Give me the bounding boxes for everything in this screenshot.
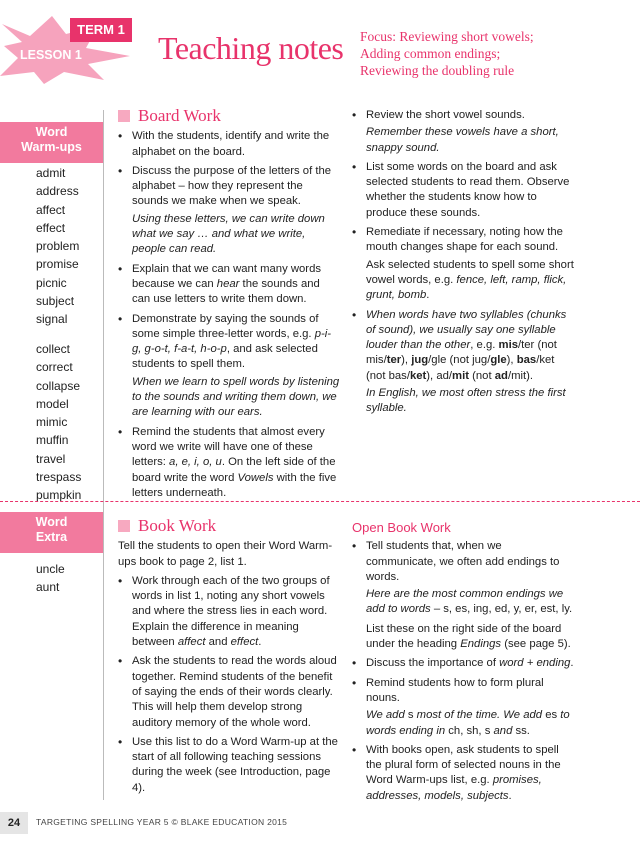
item-text: /mit). <box>507 369 534 382</box>
stressed-syllable: ter <box>386 354 402 367</box>
list-item: muffin <box>36 433 69 448</box>
item-emphasis: promises, addresses, models, subjects <box>366 774 542 802</box>
word-warmups-heading <box>0 122 103 163</box>
page-footer <box>0 812 640 834</box>
list-item <box>352 539 574 652</box>
list-item: mimic <box>36 415 68 430</box>
item-text: Remind the students that almost every word we write will have one of these letters: <box>132 425 325 469</box>
item-text: Ask the students to read the words aloud together. Remind students of the benefit of saying the ends of their words clearly. This will help them develop strong auditory memory of the whole word. <box>132 655 337 729</box>
board-work-column-left <box>118 108 340 505</box>
list-item <box>352 160 574 221</box>
item-emphasis: p-i-g, g-o-t, f-a-t, h-o-p <box>132 327 332 356</box>
item-text: s <box>407 709 414 722</box>
stressed-syllable: mit <box>452 369 469 382</box>
item-text: /ket (not bas/ <box>366 354 555 382</box>
focus-line: Reviewing the doubling rule <box>360 63 515 78</box>
warmup-word-list-2 <box>36 340 81 505</box>
stressed-syllable: bas <box>516 354 537 367</box>
open-book-work-title: Open Book Work <box>352 520 451 535</box>
list-item <box>352 225 574 303</box>
list-item <box>118 312 340 421</box>
item-text: , and ask selected students to spell them. <box>132 343 318 371</box>
list-item: picnic <box>36 275 67 290</box>
lesson-label: LESSON 1 <box>20 48 82 62</box>
item-text: ss. <box>515 724 530 737</box>
focus-text <box>360 28 534 79</box>
item-text: Ask selected students to spell some short vowel words, e.g. <box>366 258 574 286</box>
list-item: address <box>36 184 79 199</box>
list-item: problem <box>36 239 80 254</box>
square-bullet-icon <box>118 110 130 122</box>
teacher-note <box>366 708 574 739</box>
teacher-note <box>366 587 574 618</box>
list-item: collapse <box>36 378 81 393</box>
list-item <box>118 262 340 308</box>
list-item: trespass <box>36 470 82 485</box>
item-text: ), ad/ <box>426 369 453 382</box>
item-text: , e.g. <box>470 339 499 352</box>
item-emphasis: fence, left, ramp, flick, grunt, bomb <box>366 273 567 302</box>
stressed-syllable: ad <box>494 369 508 382</box>
item-text: With the students, identify and write the alphabet on the board. <box>132 130 330 158</box>
item-emphasis: We add <box>366 709 408 722</box>
list-item: travel <box>36 451 66 466</box>
teacher-note: When we learn to spell words by listening to the sounds and writing them down, we are learning with our ears. <box>132 375 340 419</box>
stressed-syllable: gle <box>490 354 507 367</box>
item-emphasis: and <box>490 724 516 737</box>
teacher-note: Using these letters, we can write down what we say … and what we write, people can read. <box>132 212 325 256</box>
list-item: model <box>36 396 69 411</box>
item-text: (see page 5). <box>501 638 571 651</box>
list-item: uncle <box>36 562 65 576</box>
list-item: effect <box>36 220 66 235</box>
item-text: and <box>205 636 231 649</box>
item-text: List some words on the board and ask selected students to read them. Observe whether the students know how to produce these sounds. <box>366 160 570 219</box>
list-item: admit <box>36 166 66 180</box>
item-text: Review the short vowel sounds. <box>366 109 525 121</box>
item-emphasis: a, e, i, o, u <box>169 456 222 469</box>
list-item: promise <box>36 257 79 272</box>
item-text: the sounds and can use letters to write them down. <box>132 277 320 306</box>
item-text: /ter (not mis/ <box>366 339 557 367</box>
item-emphasis: effect <box>230 636 259 649</box>
item-emphasis: to words ending in <box>366 709 570 737</box>
word-extra-heading <box>0 512 103 553</box>
item-text: Use this list to do a Word Warm-up at the start of all following teaching sessions during the week (see Introduction, page 4). <box>132 735 338 794</box>
list-item <box>352 676 574 739</box>
item-text: . <box>258 636 262 649</box>
term-badge: TERM 1 <box>70 18 132 42</box>
list-item <box>118 574 340 650</box>
item-text: ), <box>506 354 517 367</box>
teacher-note: Remember these vowels have a short, snappy sound. <box>366 126 559 154</box>
stressed-syllable: jug <box>411 354 429 367</box>
heading-line: Warm-ups <box>21 140 82 154</box>
item-text: ch, sh, s <box>448 724 491 737</box>
sidebar-divider <box>103 110 104 800</box>
item-text: . On the left side of the board write the word <box>132 456 336 484</box>
heading-line: Word <box>35 515 68 529</box>
list-item: correct <box>36 360 73 375</box>
book-work-title <box>118 518 340 533</box>
board-work-column-right <box>352 108 574 421</box>
item-text: Work through each of the two groups of words in list 1, noting any short vowels and where the stress lies in each word. Explain the difference in meaning between <box>132 574 330 649</box>
list-item: pumpkin <box>36 488 82 503</box>
item-text: Remediate if necessary, noting how the mouth changes shape for each sound. <box>366 226 563 254</box>
teacher-note <box>366 622 574 653</box>
list-item: signal <box>36 312 68 327</box>
item-emphasis: affect <box>177 636 206 649</box>
list-item <box>118 164 340 258</box>
open-book-work-column <box>352 520 574 808</box>
page-title: Teaching notes <box>158 30 344 66</box>
focus-line: Focus: Reviewing short vowels; <box>360 29 534 44</box>
item-text: Explain that we can want many words because we can <box>132 262 322 290</box>
list-item <box>352 656 574 671</box>
item-emphasis: most of the time. We add <box>413 709 546 722</box>
item-text: (not <box>469 369 495 382</box>
page-number: 24 <box>0 812 28 834</box>
item-text: Discuss the purpose of the letters of the alphabet – how they represent the sounds we make when we speak. <box>132 164 332 208</box>
section-title-text: Board Work <box>138 106 221 125</box>
teacher-note <box>366 258 574 304</box>
item-text: es <box>545 709 558 722</box>
item-text: with the five letters underneath. <box>132 471 337 499</box>
list-item: collect <box>36 342 71 356</box>
extra-word-list <box>36 560 65 597</box>
item-text: . <box>508 789 512 802</box>
item-text: /gle (not jug/ <box>428 354 491 367</box>
focus-line: Adding common endings; <box>360 46 501 61</box>
item-emphasis: Vowels <box>237 471 274 484</box>
item-text: List these on the right side of the board under the heading <box>366 622 562 651</box>
footer-text: TARGETING SPELLING YEAR 5 © BLAKE EDUCATION 2015 <box>36 817 288 827</box>
item-text: Tell students that, when we communicate, we often add endings to words. <box>366 540 560 583</box>
book-work-column <box>118 518 340 800</box>
item-emphasis: When words have two syllables (chunks of sound), we usually say one syllable louder than the other <box>366 308 567 352</box>
list-item <box>352 308 574 417</box>
list-item: aunt <box>36 580 60 595</box>
list-item <box>352 108 574 156</box>
item-text: – s, es, ing, ed, y, er, est, ly. <box>430 603 573 616</box>
stressed-syllable: mis <box>498 339 518 352</box>
teacher-note: In English, we most often stress the first syllable. <box>366 387 566 415</box>
item-text: Demonstrate by saying the sounds of some simple three-letter words, e.g. <box>132 312 319 340</box>
heading-line: Word <box>35 125 68 139</box>
item-emphasis: word + ending <box>499 657 571 670</box>
item-emphasis: Endings <box>460 638 502 651</box>
warmup-word-list-1 <box>36 164 79 329</box>
list-item <box>118 654 340 730</box>
item-text: Discuss the importance of <box>366 657 500 670</box>
item-emphasis: hear <box>216 277 240 290</box>
list-item <box>118 425 340 501</box>
square-bullet-icon <box>118 520 130 532</box>
stressed-syllable: ket <box>409 369 427 382</box>
item-text: With books open, ask students to spell the plural form of selected nouns in the Word Warm-ups list, e.g. <box>366 743 561 787</box>
list-item: subject <box>36 294 75 309</box>
board-work-title <box>118 108 340 123</box>
item-text: . <box>426 289 430 302</box>
item-text: Remind students how to form plural nouns. <box>366 676 544 704</box>
list-item <box>352 743 574 804</box>
list-item <box>118 735 340 796</box>
list-item: affect <box>36 202 66 217</box>
section-title-text: Book Work <box>138 516 217 535</box>
list-item <box>118 129 340 160</box>
item-text: ), <box>401 354 412 367</box>
heading-line: Extra <box>35 530 68 544</box>
intro-text: Tell the students to open their Word Warm-ups book to page 2, list 1. <box>118 540 333 568</box>
item-emphasis: Here are the most common endings we add to words <box>366 588 564 616</box>
item-text: . <box>570 657 574 670</box>
